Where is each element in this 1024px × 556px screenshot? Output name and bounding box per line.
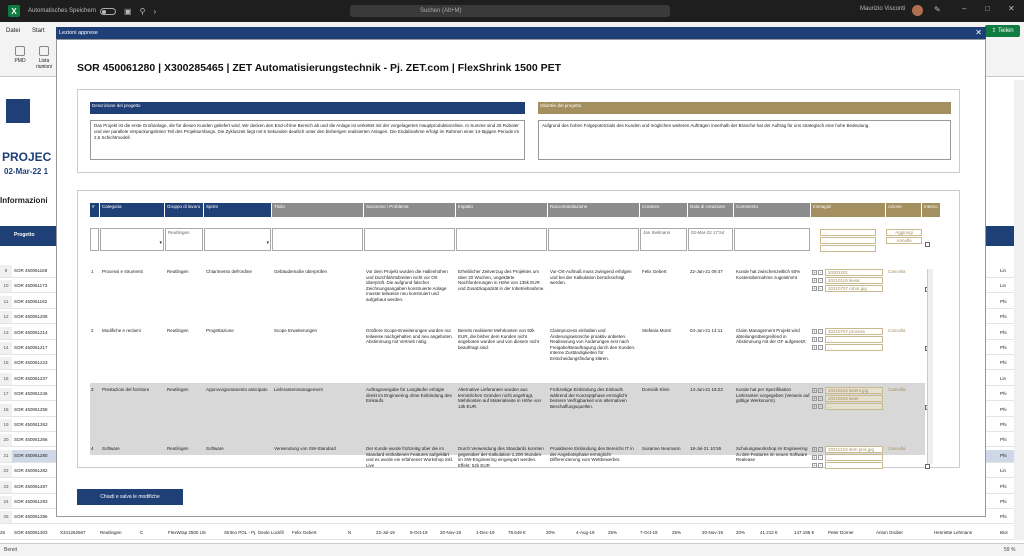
row-right-cell: Phi bbox=[1000, 437, 1007, 443]
objectives-header: Obiettivi del progetto bbox=[538, 102, 951, 114]
row-success[interactable]: Auftragsvergabe für Langläufer erfolgte direkt im Engineering ohne Einbindung des Einkaufs. bbox=[366, 387, 452, 403]
sheet-bottom-cell: SOR 450061303 bbox=[14, 530, 48, 535]
sheet-bottom-cell: N bbox=[348, 530, 352, 535]
remove-image-icon[interactable]: - bbox=[819, 270, 822, 275]
row-creator[interactable]: Felix Gebert bbox=[642, 269, 667, 274]
row-number[interactable]: 4 bbox=[91, 446, 94, 451]
row-recommendation[interactable]: Vor-Ort-Aufmaß muss zwingend erfolgen und bei der Kalkulation berücksichtigt werden. bbox=[550, 269, 632, 285]
row-right-cell: Phi bbox=[1000, 329, 1007, 335]
cancel-new-button[interactable]: Annulla bbox=[886, 237, 922, 244]
image-field[interactable]: 20210118 lasers.jpg bbox=[825, 387, 883, 394]
row-impact[interactable]: Durch Verwendung des Standards konnten gegenüber der Kalkulation 1.200 Stunden im SW-Engineering eingespart werden. Effekt: 52k EUR bbox=[458, 446, 544, 468]
col-header-recommendation: Raccomandazione bbox=[548, 203, 639, 217]
sheet-bottom-cell: 26 bbox=[0, 530, 6, 535]
delete-row-link[interactable]: Cancella bbox=[888, 387, 906, 392]
row-impact[interactable]: Alternative Lieferanten wurden aus terminlichen Gründen nicht angefragt, Mehrkosten auf Materialseite in Höhe von 13k EUR. bbox=[458, 387, 542, 409]
sheet-date: 02-Mar-22 1 bbox=[4, 167, 49, 176]
col-header-sprint: Sprint bbox=[204, 203, 271, 217]
add-image-icon[interactable]: + bbox=[813, 337, 816, 342]
col-header-images: Immagini bbox=[811, 203, 885, 217]
row-title[interactable]: Lieferantenmanagement bbox=[274, 387, 323, 392]
new-comment-input[interactable] bbox=[734, 228, 810, 251]
row-sprint[interactable]: Software bbox=[206, 446, 224, 451]
sheet-bottom-cell: 20-Nov-19 bbox=[702, 530, 724, 535]
remove-image-icon[interactable]: - bbox=[819, 345, 822, 350]
list-icon bbox=[39, 46, 49, 56]
pmd-button[interactable] bbox=[11, 46, 29, 64]
col-header-workgroup: Gruppo di lavoro bbox=[165, 203, 203, 217]
row-created-date[interactable]: 18-Jul-21 10:55 bbox=[690, 446, 722, 451]
row-created-date[interactable]: 22-Jan-21 09:47 bbox=[690, 269, 723, 274]
search-input[interactable]: Suchen (Alt+M) bbox=[350, 5, 670, 17]
row-created-date[interactable]: 14-Jun-21 19:23 bbox=[690, 387, 723, 392]
col-header-impact: Impatto bbox=[456, 203, 547, 217]
add-image-icon[interactable]: + bbox=[813, 455, 816, 460]
row-comment[interactable]: Kunde hat per Spezifikation Lieferanten vorgegeben (Verweis auf gültige Werksnorm) bbox=[736, 387, 810, 403]
sheet-bottom-cell: Felix Gebert bbox=[292, 530, 317, 535]
company-logo bbox=[6, 99, 30, 123]
excel-app-icon: X bbox=[8, 5, 20, 17]
row-comment[interactable]: Claim Management Projekt wird abteilungsübergreifend in Abstimmung mit der GF aufgesetzt bbox=[736, 328, 806, 344]
remove-image-icon[interactable]: - bbox=[819, 278, 822, 283]
new-impact-input[interactable] bbox=[456, 228, 547, 251]
save-close-button[interactable]: Chiudi e salva le modifiche bbox=[77, 489, 183, 505]
remove-image-icon[interactable]: - bbox=[819, 329, 822, 334]
sheet-bottom-cell: 7-Oct-19 bbox=[640, 530, 658, 535]
meeting-list-label: Lista riunioni bbox=[35, 58, 53, 70]
sheet-bottom-cell: 22-Jul-19 bbox=[376, 530, 395, 535]
share-button[interactable] bbox=[985, 25, 1020, 37]
intercompany-checkbox[interactable] bbox=[925, 464, 930, 469]
row-number[interactable]: 3 bbox=[91, 387, 94, 392]
row-comment[interactable]: Kunde hat zwischenzeitlich 50% Kostenübernahme zugestimmt bbox=[736, 269, 801, 280]
image-field[interactable]: 20211219 item pick.jpg bbox=[825, 446, 883, 453]
row-workgroup[interactable]: Reutlingen bbox=[167, 269, 189, 274]
row-project: SOR 450061296 bbox=[14, 514, 48, 520]
row-right-cell: Phi bbox=[1000, 345, 1007, 350]
sheet-bottom-cell: 78.649 € bbox=[508, 530, 526, 535]
remove-image-icon[interactable]: - bbox=[819, 447, 822, 452]
add-image-icon[interactable]: + bbox=[813, 404, 816, 409]
delete-row-link[interactable]: Cancella bbox=[888, 446, 906, 451]
meeting-list-button[interactable] bbox=[33, 46, 55, 70]
col-header-action: Azione bbox=[886, 203, 921, 217]
row-number: 19 bbox=[0, 419, 12, 431]
project-title: SOR 450061280 | X300285465 | ZET Automatisierungstechnik - Pj. ZET.com | FlexShrink 1500 PET bbox=[77, 62, 562, 74]
close-icon[interactable]: ✕ bbox=[975, 28, 982, 37]
sheet-bottom-cell: FlexWrap 2500 US bbox=[168, 530, 206, 535]
maximize-icon[interactable]: □ bbox=[985, 4, 990, 13]
add-image-icon[interactable]: + bbox=[813, 447, 816, 452]
row-number: 24 bbox=[0, 496, 12, 508]
lessons-learned-dialog bbox=[56, 39, 986, 517]
row-project: SOR 450061263 bbox=[14, 422, 48, 427]
status-ready: Bereit bbox=[4, 547, 18, 553]
add-image-icon[interactable]: + bbox=[813, 286, 816, 291]
row-right-cell: Phi bbox=[1000, 406, 1007, 412]
row-right-cell: Lin bbox=[1000, 268, 1007, 273]
row-right-cell: Phi bbox=[1000, 499, 1007, 504]
row-category[interactable]: Processi e strumenti bbox=[102, 269, 143, 274]
description-header: Descrizione del progetto bbox=[90, 102, 525, 114]
sheet-bottom-cell: 147.195 € bbox=[794, 530, 815, 535]
row-project: SOR 450061208 bbox=[14, 314, 48, 320]
row-project: SOR 450061293 bbox=[14, 499, 48, 504]
sheet-bottom-cell: 4-Aug-19 bbox=[576, 530, 595, 535]
row-right-cell: Lin bbox=[1000, 283, 1007, 289]
row-recommendation[interactable]: Claimprozess einhalten und Änderungswünsche proaktiv anbieten. Realisierung von Änderungen erst nach Freigabe/Beauftragung durch den Kunden. Interne Zuständigkeiten für Entscheidungsfindung klären. bbox=[550, 328, 636, 361]
row-title[interactable]: Verwendung von SW-Standard bbox=[274, 446, 336, 451]
new-workgroup-input[interactable]: Reutlingen bbox=[165, 228, 203, 251]
sheet-bottom-cell: Bior bbox=[1000, 530, 1009, 535]
tab-home[interactable]: Start bbox=[32, 28, 45, 34]
row-number: 10 bbox=[0, 280, 12, 292]
row-category[interactable]: Modifiche e reclami bbox=[102, 328, 141, 333]
image-field[interactable]: ... bbox=[825, 462, 883, 469]
row-impact[interactable]: Erheblicher Zeitverzug des Projektes um über 20 Wochen, ungeklärte Nachforderungen in Höhe von 135k EUR und Zusatzkapazität in der Inbetriebnahme. bbox=[458, 269, 545, 291]
image-field[interactable]: ... bbox=[825, 344, 883, 351]
delete-row-link[interactable]: Cancella bbox=[888, 269, 906, 274]
autosave-label: Automatisches Speichern bbox=[28, 8, 97, 14]
row-project: SOR 450061173 bbox=[14, 283, 48, 289]
row-sprint[interactable]: Progettazione bbox=[206, 328, 234, 333]
new-title-input[interactable] bbox=[272, 228, 363, 251]
row-creator[interactable]: Dominik Klein bbox=[642, 387, 670, 392]
close-window-icon[interactable]: ✕ bbox=[1008, 4, 1015, 13]
image-field[interactable]: 20210119 linear bbox=[825, 277, 883, 284]
pen-icon[interactable]: ✎ bbox=[934, 5, 941, 14]
pmd-icon bbox=[15, 46, 25, 56]
col-header-category: Categoria bbox=[100, 203, 164, 217]
modal-titlebar bbox=[56, 27, 986, 39]
row-right-cell: Phi bbox=[1000, 422, 1007, 427]
row-number: 18 bbox=[0, 404, 12, 416]
row-recommendation[interactable]: Proaktivere Einbindung des Bereichs IT in der Angebotsphase ermöglicht Differenzierung vom Wettbewerber. bbox=[550, 446, 634, 462]
row-right-cell: Phi bbox=[1000, 391, 1007, 397]
row-category[interactable]: Prestazioni del fornitore bbox=[102, 387, 150, 392]
row-sprint[interactable]: Approvvigionamento anticipato bbox=[206, 387, 268, 392]
row-title[interactable]: Scope Erweiterungen bbox=[274, 328, 318, 333]
minimize-icon[interactable]: – bbox=[962, 4, 967, 13]
remove-image-icon[interactable]: - bbox=[819, 337, 822, 342]
row-created-date[interactable]: 04-Jun-21 14:11 bbox=[690, 328, 723, 333]
remove-image-icon[interactable]: - bbox=[819, 404, 822, 409]
row-project: SOR 450061287 bbox=[14, 483, 48, 489]
row-number: 12 bbox=[0, 311, 12, 323]
new-recommendation-input[interactable] bbox=[548, 228, 639, 251]
row-project: SOR 450061192 bbox=[14, 298, 48, 304]
image-field[interactable]: ... bbox=[825, 454, 883, 461]
row-recommendation[interactable]: Frühzeitige Einbindung des Einkaufs während der Konzeptphase ermöglicht bessere Verfügbarkeit von alternativen Beschaffungsquellen. bbox=[550, 387, 628, 409]
new-number-input[interactable] bbox=[90, 228, 99, 251]
sheet-bottom-cell: 25% bbox=[672, 530, 682, 535]
new-creator-input[interactable]: Jan Sielmann bbox=[640, 228, 687, 251]
row-sprint[interactable]: Chiarimento dell'ordine bbox=[206, 269, 252, 274]
sheet-bottom-cell: 9-Oct-19 bbox=[410, 530, 428, 535]
new-success-input[interactable] bbox=[364, 228, 455, 251]
col-header-number: # bbox=[90, 203, 99, 217]
new-intercompany-checkbox[interactable] bbox=[925, 242, 930, 247]
row-right-cell: Phi bbox=[1000, 514, 1007, 520]
row-project: SOR 450061280 bbox=[14, 452, 48, 458]
row-number: 13 bbox=[0, 327, 12, 339]
row-impact[interactable]: Bereits realisierte Mehrkosten von 92k EUR, die bisher dem Kunden nicht angeboten wurden und von diesem nicht beauftragt sind. bbox=[458, 328, 540, 350]
row-comment[interactable]: Schulungsworkshop im Engineering zu den Features im neuen Software Realease bbox=[736, 446, 808, 462]
image-field[interactable]: 20210118 laser bbox=[825, 395, 883, 402]
sheet-bottom-cell: 1-Dec-19 bbox=[476, 530, 495, 535]
new-sprint-select[interactable] bbox=[204, 228, 271, 251]
sheet-vertical-scrollbar[interactable] bbox=[1014, 80, 1024, 540]
remove-image-icon[interactable]: - bbox=[819, 388, 822, 393]
sheet-info-heading: Informazioni bbox=[0, 196, 48, 205]
sheet-bottom-cell: Reutlingen bbox=[100, 530, 122, 535]
save-icon[interactable]: ▣ bbox=[124, 6, 132, 16]
project-info-section bbox=[77, 89, 960, 173]
share-label: Teilen bbox=[997, 28, 1014, 34]
row-right-cell: Phi bbox=[1000, 483, 1007, 489]
row-workgroup[interactable]: Reutlingen bbox=[167, 328, 189, 333]
col-header-title: Titolo bbox=[272, 203, 363, 217]
sheet-bottom-cell: Stritno POL - Pj. Geole Lockfil bbox=[224, 530, 284, 535]
row-number[interactable]: 1 bbox=[91, 269, 94, 274]
col-header-success: Successo / Problema bbox=[364, 203, 455, 217]
row-number: 15 bbox=[0, 357, 12, 369]
new-image-field[interactable]: ... bbox=[820, 229, 876, 236]
row-right-cell: Phi bbox=[1000, 298, 1007, 304]
add-image-icon[interactable]: + bbox=[813, 388, 816, 393]
row-number: 9 bbox=[0, 265, 12, 277]
row-number: 21 bbox=[0, 450, 12, 462]
status-bar bbox=[0, 543, 1024, 556]
row-title[interactable]: Gebäudemaße überprüfen bbox=[274, 269, 328, 274]
row-category[interactable]: Software bbox=[102, 446, 120, 451]
sheet-bottom-row bbox=[0, 527, 1024, 540]
row-creator[interactable]: Susanne Neumann bbox=[642, 446, 681, 451]
image-field[interactable]: ... bbox=[825, 336, 883, 343]
col-header-created-date: Data di creazione bbox=[688, 203, 733, 217]
autosave-toggle[interactable] bbox=[100, 8, 116, 15]
row-number: 25 bbox=[0, 511, 12, 523]
sheet-bottom-cell: C bbox=[140, 530, 144, 535]
row-project: SOR 450061246 bbox=[14, 391, 48, 397]
row-success[interactable]: Vor dem Projekt wurden die Hallenhöhen und Durchfahrtsbreiten nicht vor Ort überprüft. Die aufgrund falscher Zeichnungsangaben konstruierte Anlage musste teilweise neu konstruiert und aufgebaut werden. bbox=[366, 269, 448, 302]
row-number[interactable]: 2 bbox=[91, 328, 94, 333]
row-project: SOR 450061237 bbox=[14, 375, 48, 381]
row-right-cell: Lin bbox=[1000, 375, 1007, 381]
lessons-table-section bbox=[77, 190, 960, 468]
new-image-field[interactable]: ... bbox=[820, 237, 876, 244]
row-right-cell: Phi bbox=[1000, 360, 1007, 366]
row-number: 14 bbox=[0, 342, 12, 354]
row-workgroup[interactable]: Reutlingen bbox=[167, 446, 189, 451]
row-number: 17 bbox=[0, 388, 12, 400]
row-number: 23 bbox=[0, 481, 12, 493]
row-right-cell: Lin bbox=[1000, 468, 1007, 474]
tab-file[interactable]: Datei bbox=[6, 28, 21, 34]
sheet-bottom-cell: 41.212 € bbox=[760, 530, 778, 535]
row-right-cell: Phi bbox=[1000, 452, 1007, 458]
remove-image-icon[interactable]: - bbox=[819, 286, 822, 291]
user-avatar[interactable] bbox=[912, 5, 923, 16]
col-header-creator: Creatore bbox=[640, 203, 687, 217]
sheet-bottom-cell: 20% bbox=[736, 530, 746, 535]
add-image-icon[interactable]: + bbox=[813, 345, 816, 350]
row-project: SOR 450061168 bbox=[14, 268, 48, 273]
row-success[interactable]: Der Kunde wurde frühzeitig über die im Standard enthaltenen Features aufgeklärt und es wurde ein erfahrener Workshop inkl. Live bbox=[366, 446, 453, 468]
col-header-intercompany: Interco bbox=[922, 203, 940, 217]
sheet-bottom-cell: Henriette Lehmann bbox=[934, 530, 973, 535]
sheet-title: PROJEC bbox=[2, 150, 52, 164]
row-project: SOR 450061266 bbox=[14, 437, 48, 443]
chevron-down-icon: ▾ bbox=[159, 240, 162, 246]
image-field[interactable]: ... bbox=[825, 403, 883, 410]
add-image-icon[interactable]: + bbox=[813, 278, 816, 283]
row-number: 11 bbox=[0, 296, 12, 308]
title-bar bbox=[0, 0, 1024, 22]
add-image-icon[interactable]: + bbox=[813, 270, 816, 275]
remove-image-icon[interactable]: - bbox=[819, 455, 822, 460]
image-field[interactable]: 20201201 bbox=[825, 269, 883, 276]
remove-image-icon[interactable]: - bbox=[819, 396, 822, 401]
search-icon[interactable]: ⚲ bbox=[139, 6, 146, 16]
row-project: SOR 450061214 bbox=[14, 329, 48, 335]
sheet-bottom-cell: 25% bbox=[608, 530, 618, 535]
row-creator[interactable]: Stefania Monti bbox=[642, 328, 671, 333]
row-project: SOR 450061258 bbox=[14, 406, 48, 412]
col-header-comment: Commento bbox=[734, 203, 810, 217]
pmd-label: PMD bbox=[14, 58, 26, 64]
user-name: Maurizio Visconti bbox=[860, 6, 906, 12]
row-number: 22 bbox=[0, 465, 12, 477]
row-right-cell: Phi bbox=[1000, 314, 1007, 320]
row-project: SOR 450061217 bbox=[14, 345, 48, 350]
remove-image-icon[interactable]: - bbox=[819, 463, 822, 468]
delete-row-link[interactable]: Cancella bbox=[888, 328, 906, 333]
objectives-text[interactable]: Aufgrund des hohen Folgepotenzials des Kunden und möglichen weiteren Aufträgen innerhalb der Branche hat der Auftrag für uns strategisch eine hohe Bedeutung. bbox=[538, 120, 951, 160]
description-text[interactable]: Das Projekt ist die erste Großanlage, die für diesen Kunden geliefert wird. Wir decken den End-of-line Bereich ab und die Anlage ist verkettet mit der vorgelagerten Hauptproduktionslinie. In Summe sind 25 Roboter und vier parallele Verpackungslinien Teil des Projektumfangs. Die Zykluszeit liegt mit 6 Sekunden deutlich unter den bisherigen realisierten Anlagen. Die Endabnahme erfolgt im Rahmen einer 14-tägigen Periode im 2,5 Schichtmodell. bbox=[90, 120, 525, 160]
share-icon: ⇪ bbox=[991, 28, 998, 34]
add-image-icon[interactable]: + bbox=[813, 329, 816, 334]
new-image-field[interactable]: ... bbox=[820, 245, 876, 252]
row-success[interactable]: Größere Scope-Erweiterungen wurden nur teilweise nachgehalten und neu angeboten. Abstimmung mit Vertrieb nötig. bbox=[366, 328, 453, 344]
add-image-icon[interactable]: + bbox=[813, 396, 816, 401]
row-project: SOR 450061282 bbox=[14, 468, 48, 474]
new-date-input[interactable]: 02-Mar-22 17:54 bbox=[688, 228, 733, 251]
col-progetto: Progetto bbox=[14, 232, 35, 238]
sheet-bottom-cell: 20-Nov-19 bbox=[440, 530, 462, 535]
table-scrollbar[interactable] bbox=[927, 269, 933, 464]
image-field[interactable]: 20210707 robot.jpg bbox=[825, 285, 883, 292]
modal-window-title: Lezioni apprese bbox=[59, 30, 98, 36]
new-category-select[interactable] bbox=[100, 228, 164, 251]
row-workgroup[interactable]: Reutlingen bbox=[167, 387, 189, 392]
add-button[interactable]: Aggiungi bbox=[886, 229, 922, 236]
chevron-down-icon: ▾ bbox=[266, 240, 269, 246]
sheet-bottom-cell: Anton Gruber bbox=[876, 530, 904, 535]
sheet-bottom-cell: X341262567 bbox=[60, 530, 86, 535]
row-project: SOR 450061223 bbox=[14, 360, 48, 366]
row-number: 16 bbox=[0, 373, 12, 385]
sheet-bottom-cell: Peter Dorner bbox=[828, 530, 854, 535]
row-number: 20 bbox=[0, 434, 12, 446]
zoom-level[interactable]: 59 % bbox=[1004, 547, 1016, 553]
sheet-bottom-cell: 20% bbox=[546, 530, 556, 535]
image-field[interactable]: 20210707 process bbox=[825, 328, 883, 335]
add-image-icon[interactable]: + bbox=[813, 463, 816, 468]
more-icon[interactable]: › bbox=[153, 6, 157, 16]
